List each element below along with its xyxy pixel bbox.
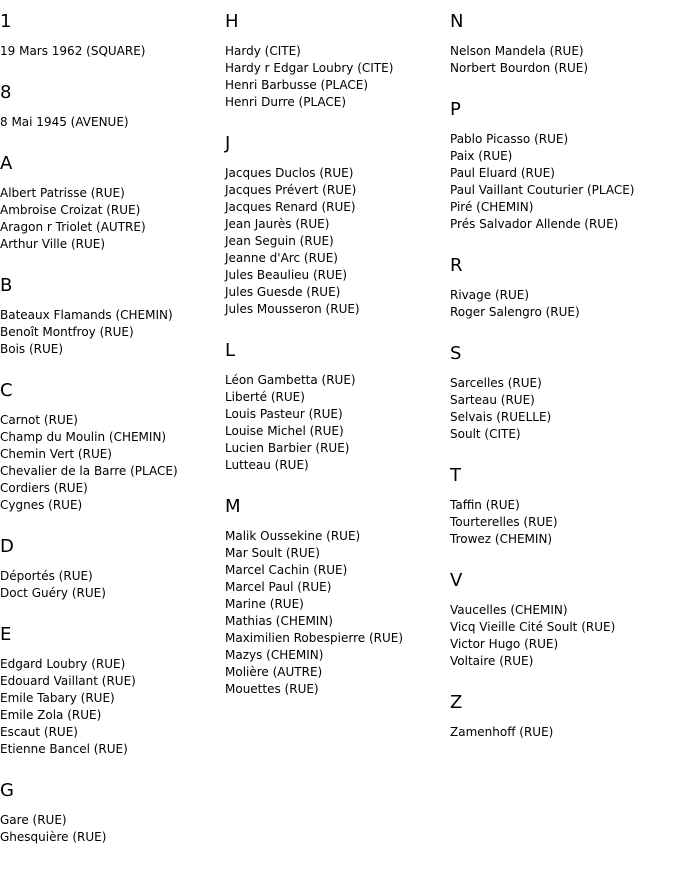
letter-heading: B	[0, 275, 13, 296]
letter-group	[450, 10, 670, 77]
street-link[interactable]: Emile Zola (RUE)	[0, 708, 102, 722]
street-link[interactable]: Henri Durre (PLACE)	[225, 95, 347, 109]
street-link[interactable]: Edgard Loubry (RUE)	[0, 657, 126, 671]
letter-group	[450, 691, 670, 741]
street-link[interactable]: Zamenhoff (RUE)	[450, 725, 554, 739]
street-link[interactable]: Tourterelles (RUE)	[450, 515, 558, 529]
letter-group	[0, 623, 220, 758]
letter-group	[0, 81, 220, 131]
letter-group	[0, 535, 220, 602]
street-link[interactable]: Selvais (RUELLE)	[450, 410, 552, 424]
letter-heading: N	[450, 11, 464, 32]
street-link[interactable]: Vaucelles (CHEMIN)	[450, 603, 568, 617]
letter-heading: L	[225, 340, 236, 361]
street-link[interactable]: Paul Vaillant Couturier (PLACE)	[450, 183, 635, 197]
street-link[interactable]: Arthur Ville (RUE)	[0, 237, 106, 251]
street-link[interactable]: Victor Hugo (RUE)	[450, 637, 559, 651]
street-link[interactable]: Molière (AUTRE)	[225, 665, 323, 679]
letter-group	[0, 779, 220, 846]
letter-group	[450, 254, 670, 321]
street-link[interactable]: Lucien Barbier (RUE)	[225, 441, 350, 455]
street-link[interactable]: Maximilien Robespierre (RUE)	[225, 631, 404, 645]
street-link[interactable]: Léon Gambetta (RUE)	[225, 373, 356, 387]
street-link[interactable]: Marcel Cachin (RUE)	[225, 563, 348, 577]
street-link[interactable]: Ambroise Croizat (RUE)	[0, 203, 141, 217]
street-link[interactable]: Taffin (RUE)	[450, 498, 520, 512]
letter-heading: R	[450, 255, 463, 276]
letter-heading: H	[225, 11, 239, 32]
street-link[interactable]: Champ du Moulin (CHEMIN)	[0, 430, 167, 444]
street-link[interactable]: Sarcelles (RUE)	[450, 376, 542, 390]
letter-group	[225, 10, 445, 111]
street-link[interactable]: Carnot (RUE)	[0, 413, 78, 427]
street-link[interactable]: Jean Jaurès (RUE)	[225, 217, 330, 231]
street-link[interactable]: Mar Soult (RUE)	[225, 546, 320, 560]
street-link[interactable]: Cordiers (RUE)	[0, 481, 88, 495]
street-link[interactable]: Marine (RUE)	[225, 597, 304, 611]
street-link[interactable]: Aragon r Triolet (AUTRE)	[0, 220, 146, 234]
letter-group	[450, 98, 670, 233]
street-link[interactable]: Jacques Duclos (RUE)	[225, 166, 354, 180]
street-link[interactable]: Piré (CHEMIN)	[450, 200, 534, 214]
letter-group	[225, 495, 445, 698]
street-link[interactable]: Escaut (RUE)	[0, 725, 78, 739]
street-link[interactable]: Déportés (RUE)	[0, 569, 93, 583]
letter-heading: C	[0, 380, 13, 401]
letter-heading: J	[225, 133, 231, 154]
street-link[interactable]: Mathias (CHEMIN)	[225, 614, 333, 628]
street-link[interactable]: Lutteau (RUE)	[225, 458, 309, 472]
street-link[interactable]: Etienne Bancel (RUE)	[0, 742, 128, 756]
letter-group	[225, 132, 445, 318]
street-link[interactable]: Nelson Mandela (RUE)	[450, 44, 584, 58]
street-index-column	[0, 10, 220, 867]
street-link[interactable]: 19 Mars 1962 (SQUARE)	[0, 44, 146, 58]
street-link[interactable]: Trowez (CHEMIN)	[450, 532, 553, 546]
street-link[interactable]: Hardy (CITE)	[225, 44, 301, 58]
letter-heading: V	[450, 570, 463, 591]
street-link[interactable]: Bateaux Flamands (CHEMIN)	[0, 308, 173, 322]
street-link[interactable]: Ghesquière (RUE)	[0, 830, 107, 844]
street-link[interactable]: Chemin Vert (RUE)	[0, 447, 112, 461]
street-link[interactable]: Norbert Bourdon (RUE)	[450, 61, 589, 75]
street-link[interactable]: Sarteau (RUE)	[450, 393, 535, 407]
street-link[interactable]: Marcel Paul (RUE)	[225, 580, 332, 594]
letter-heading: T	[450, 465, 461, 486]
street-link[interactable]: 8 Mai 1945 (AVENUE)	[0, 115, 129, 129]
street-link[interactable]: Voltaire (RUE)	[450, 654, 534, 668]
street-link[interactable]: Edouard Vaillant (RUE)	[0, 674, 136, 688]
letter-group	[0, 10, 220, 60]
street-link[interactable]: Jeanne d'Arc (RUE)	[225, 251, 338, 265]
street-link[interactable]: Louise Michel (RUE)	[225, 424, 344, 438]
street-link[interactable]: Jules Mousseron (RUE)	[225, 302, 360, 316]
street-link[interactable]: Albert Patrisse (RUE)	[0, 186, 125, 200]
street-link[interactable]: Emile Tabary (RUE)	[0, 691, 115, 705]
street-link[interactable]: Paul Eluard (RUE)	[450, 166, 555, 180]
street-link[interactable]: Vicq Vieille Cité Soult (RUE)	[450, 620, 616, 634]
street-index-column	[450, 10, 670, 762]
street-link[interactable]: Hardy r Edgar Loubry (CITE)	[225, 61, 394, 75]
street-link[interactable]: Henri Barbusse (PLACE)	[225, 78, 369, 92]
letter-heading: 8	[0, 82, 12, 103]
street-link[interactable]: Cygnes (RUE)	[0, 498, 83, 512]
letter-heading: P	[450, 99, 461, 120]
street-link[interactable]: Pablo Picasso (RUE)	[450, 132, 569, 146]
letter-heading: S	[450, 343, 462, 364]
letter-group	[225, 339, 445, 474]
street-link[interactable]: Liberté (RUE)	[225, 390, 305, 404]
street-link[interactable]: Mazys (CHEMIN)	[225, 648, 324, 662]
street-link[interactable]: Jean Seguin (RUE)	[225, 234, 334, 248]
street-link[interactable]: Mouettes (RUE)	[225, 682, 319, 696]
street-link[interactable]: Chevalier de la Barre (PLACE)	[0, 464, 178, 478]
street-link[interactable]: Louis Pasteur (RUE)	[225, 407, 343, 421]
letter-group	[0, 152, 220, 253]
letter-heading: 1	[0, 11, 12, 32]
street-link[interactable]: Jacques Renard (RUE)	[225, 200, 356, 214]
letter-heading: A	[0, 153, 13, 174]
street-link[interactable]: Benoît Montfroy (RUE)	[0, 325, 134, 339]
letter-group	[0, 274, 220, 358]
letter-group	[450, 569, 670, 670]
street-link[interactable]: Doct Guéry (RUE)	[0, 586, 106, 600]
letter-group	[450, 464, 670, 548]
street-link[interactable]: Paix (RUE)	[450, 149, 513, 163]
street-link[interactable]: Prés Salvador Allende (RUE)	[450, 217, 619, 231]
street-link[interactable]: Roger Salengro (RUE)	[450, 305, 580, 319]
letter-heading: E	[0, 624, 12, 645]
street-link[interactable]: Soult (CITE)	[450, 427, 521, 441]
street-link[interactable]: Bois (RUE)	[0, 342, 64, 356]
street-link[interactable]: Jules Guesde (RUE)	[225, 285, 341, 299]
letter-group	[0, 379, 220, 514]
street-link[interactable]: Jules Beaulieu (RUE)	[225, 268, 348, 282]
letter-heading: G	[0, 780, 14, 801]
street-link[interactable]: Jacques Prévert (RUE)	[225, 183, 357, 197]
street-link[interactable]: Rivage (RUE)	[450, 288, 530, 302]
street-link[interactable]: Malik Oussekine (RUE)	[225, 529, 361, 543]
street-index-column	[225, 10, 445, 719]
street-link[interactable]: Gare (RUE)	[0, 813, 67, 827]
letter-heading: D	[0, 536, 14, 557]
letter-heading: M	[225, 496, 241, 517]
letter-group	[450, 342, 670, 443]
letter-heading: Z	[450, 692, 463, 713]
